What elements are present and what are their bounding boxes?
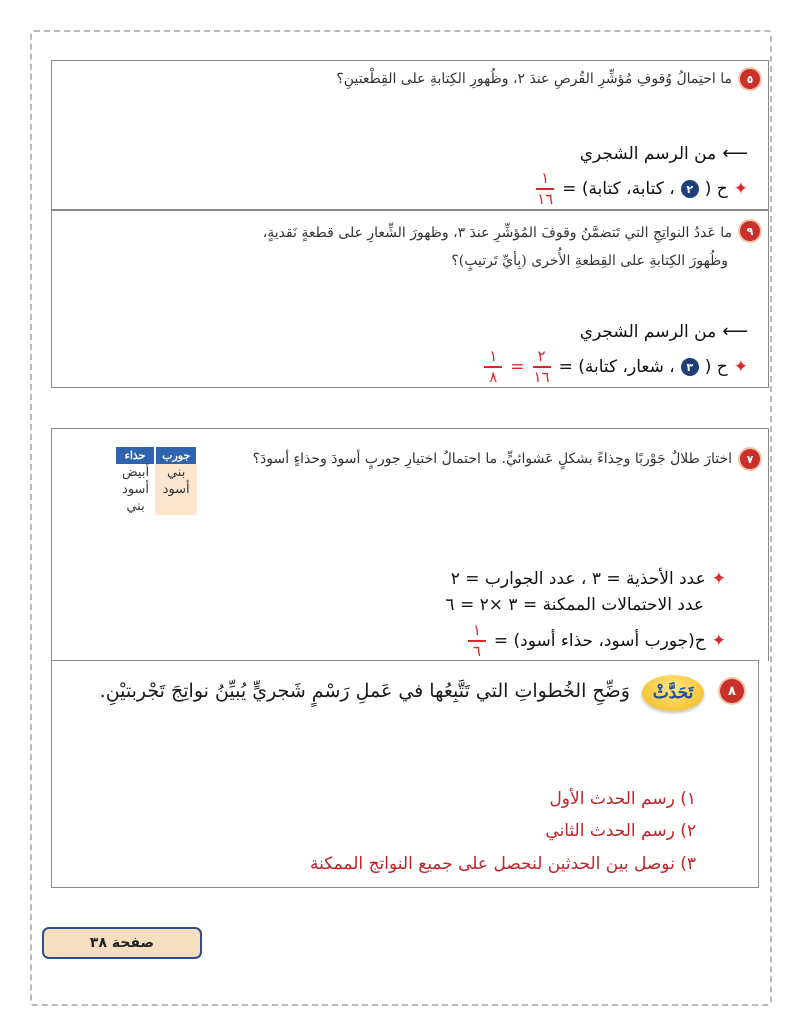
tree-label: من الرسم الشجري bbox=[579, 143, 717, 164]
fraction-denominator: ١٦ bbox=[533, 368, 550, 386]
question-8-box bbox=[51, 660, 759, 888]
answer-fraction-2 bbox=[484, 349, 502, 385]
answer-line-2 bbox=[445, 595, 704, 615]
question-text: وَضِّحِ الخُطواتِ التي تَتَّبِعُها في عَملِ رَسْمٍ شَجريٍّ يُبيِّنُ نواتِجَ تَجْربتيْنِ. bbox=[99, 680, 630, 702]
question-6-box bbox=[51, 210, 769, 388]
star-icon: ✦ bbox=[733, 179, 748, 199]
probability-expression: ح(جورب أسود، حذاء أسود) = bbox=[493, 631, 706, 651]
answer-line-1 bbox=[451, 569, 726, 589]
answer-line bbox=[482, 349, 748, 385]
star-icon: ✦ bbox=[733, 357, 748, 377]
tree-diagram-line bbox=[580, 143, 748, 164]
tree-diagram-line bbox=[580, 321, 748, 342]
fraction-denominator: ١٦ bbox=[537, 190, 554, 208]
answer-fraction bbox=[468, 623, 486, 659]
tree-label: من الرسم الشجري bbox=[579, 321, 717, 342]
answer-prefix: ح ( bbox=[704, 357, 728, 377]
question-text: ما احتِمالُ وُقوفِ مُؤشِّرِ القُرصِ عندَ ٢، وظُهورِ الكِتابةِ على القِطْعتينِ؟ bbox=[336, 71, 732, 87]
fraction-numerator: ١ bbox=[489, 347, 498, 365]
question-5-box bbox=[51, 60, 769, 210]
answer-fraction-1 bbox=[533, 349, 551, 385]
table-cell: بني bbox=[155, 464, 197, 481]
table-cell-empty bbox=[155, 498, 197, 515]
table-cell: أبيض bbox=[116, 464, 155, 481]
table-cell: أسود bbox=[155, 481, 197, 498]
dash-icon: ⟵ bbox=[722, 143, 748, 164]
question-text: اختارَ طلالٌ جَوْربًا وحِذاءً بشكلٍ عَشوائيٍّ. ما احتمالُ اختيارِ جوربٍ أسودَ وحذاءٍ أسودَ؟ bbox=[252, 451, 732, 467]
challenge-speech-bubble-icon: تَحَدَّثْ bbox=[642, 675, 704, 711]
answer-rest: ، شعار، كتابة) = bbox=[558, 357, 675, 377]
fraction-numerator: ١ bbox=[541, 169, 550, 187]
fraction-denominator: ٨ bbox=[489, 368, 498, 386]
equals-sign: = bbox=[510, 357, 525, 377]
question-number-badge: ٩ bbox=[740, 221, 760, 241]
answer-fraction bbox=[536, 171, 554, 207]
table-cell: بني bbox=[116, 498, 155, 515]
answer-prefix: ح ( bbox=[704, 179, 728, 199]
table-cell: أسود bbox=[116, 481, 155, 498]
question-text-line-2: وظُهورَ الكِتابةِ على القِطعةِ الأُخرى (بِأيِّ تَرتيبٍ)؟ bbox=[451, 253, 728, 269]
circled-number: ٣ bbox=[681, 358, 699, 376]
star-icon: ✦ bbox=[711, 631, 726, 651]
fraction-numerator: ١ bbox=[472, 621, 481, 639]
question-number-badge: ٧ bbox=[740, 449, 760, 469]
answer-line-3 bbox=[466, 623, 726, 659]
question-text-line-1: ما عَددُ النواتِجِ التي تَتضمَّنُ وقوفَ المُؤشِّرِ عندَ ٣، وظهورَ الشِّعارِ على قطعةٍ نَقديةٍ، bbox=[262, 225, 732, 241]
question-7-box bbox=[51, 428, 769, 661]
fraction-numerator: ٢ bbox=[537, 347, 546, 365]
sock-shoe-table bbox=[116, 447, 198, 515]
step-3: ٣) نوصل بين الحدثين لنحصل على جميع النواتج الممكنة bbox=[309, 854, 696, 874]
circled-number: ٢ bbox=[681, 180, 699, 198]
star-icon: ✦ bbox=[711, 569, 726, 589]
answer-line bbox=[534, 171, 748, 207]
shoe-sock-count: عدد الأحذية = ٣ ، عدد الجوارب = ٢ bbox=[450, 569, 706, 589]
fraction-denominator: ٦ bbox=[472, 642, 481, 660]
answer-rest: ، كتابة، كتابة) = bbox=[562, 179, 675, 199]
total-outcomes: عدد الاحتمالات الممكنة = ٣ ×٢ = ٦ bbox=[445, 595, 704, 615]
step-1: ١) رسم الحدث الأول bbox=[549, 789, 696, 809]
dash-icon: ⟵ bbox=[722, 321, 748, 342]
table-header-sock: جورب bbox=[155, 447, 197, 464]
page-number-badge: صفحة ٣٨ bbox=[42, 927, 202, 959]
table-header-shoe: حذاء bbox=[116, 447, 155, 464]
step-2: ٢) رسم الحدث الثاني bbox=[545, 821, 696, 841]
question-number-badge: ٥ bbox=[740, 69, 760, 89]
question-number-badge: ٨ bbox=[720, 679, 744, 703]
